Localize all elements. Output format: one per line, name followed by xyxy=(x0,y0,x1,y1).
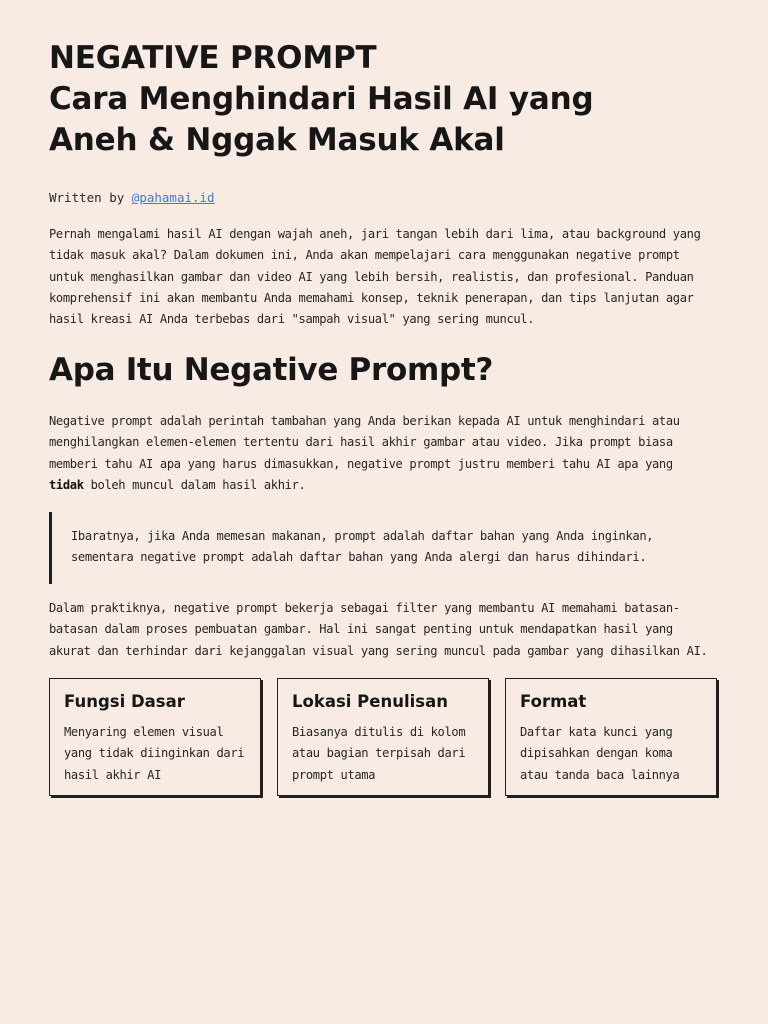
card-text-line: hasil akhir AI xyxy=(64,767,162,782)
intro-line: tidak masuk akal? Dalam dokumen ini, Anda akan mempelajari cara menggunakan negative prompt xyxy=(49,248,680,263)
byline xyxy=(49,189,215,207)
practice-line: Dalam praktiknya, negative prompt bekerja sebagai filter yang membantu AI memahami batasan- xyxy=(49,601,680,615)
card-title: Lokasi Penulisan xyxy=(292,692,448,711)
feature-cards xyxy=(49,678,721,800)
blockquote xyxy=(49,512,712,584)
practice-line: batasan dalam proses pembuatan gambar. Hal ini sangat penting untuk mendapatkan hasil yang xyxy=(49,622,673,637)
definition-paragraph xyxy=(49,411,729,496)
page-title xyxy=(49,38,729,161)
definition-line: memberi tahu AI apa yang harus dimasukkan, negative prompt justru memberi tahu AI apa yang xyxy=(49,456,673,471)
byline-prefix: Written by xyxy=(49,190,125,205)
definition-line: menghilangkan elemen-elemen tertentu dari hasil akhir gambar atau video. Jika prompt biasa xyxy=(49,435,673,450)
title-line-2: Cara Menghindari Hasil AI yang xyxy=(49,81,594,117)
emphasis-word: tidak xyxy=(49,477,84,492)
card-text-line: yang tidak diinginkan dari xyxy=(64,746,245,761)
practice-paragraph xyxy=(49,598,729,662)
card-text-line: Biasanya ditulis di kolom xyxy=(292,725,466,739)
practice-line: akurat dan terhindar dari kejanggalan visual yang sering muncul pada gambar yang dihasilkan AI. xyxy=(49,643,708,658)
card-lokasi-penulisan xyxy=(277,678,489,796)
definition-line xyxy=(49,475,729,496)
definition-line: Negative prompt adalah perintah tambahan yang Anda berikan kepada AI untuk menghindari atau xyxy=(49,414,680,428)
card-text-line: atau bagian terpisah dari xyxy=(292,746,466,761)
title-line-3: Aneh & Nggak Masuk Akal xyxy=(49,122,505,158)
intro-line: Pernah mengalami hasil AI dengan wajah aneh, jari tangan lebih dari lima, atau background yang xyxy=(49,227,701,241)
card-text-line: Menyaring elemen visual xyxy=(64,725,224,739)
quote-line: Ibaratnya, jika Anda memesan makanan, prompt adalah daftar bahan yang Anda inginkan, xyxy=(71,529,654,543)
definition-line-rest: boleh muncul dalam hasil akhir. xyxy=(83,477,306,492)
card-text-line: atau tanda baca lainnya xyxy=(520,767,680,782)
quote-line: sementara negative prompt adalah daftar bahan yang Anda alergi dan harus dihindari. xyxy=(71,550,647,565)
intro-line: hasil kreasi AI Anda terbebas dari "sampah visual" yang sering muncul. xyxy=(49,312,535,327)
blockquote-text xyxy=(71,526,751,569)
author-link[interactable]: @pahamai.id xyxy=(131,190,215,205)
intro-line: untuk menghasilkan gambar dan video AI yang lebih bersih, realistis, dan profesional. Panduan xyxy=(49,269,694,284)
card-text xyxy=(520,722,679,786)
card-text-line: dipisahkan dengan koma xyxy=(520,746,673,761)
card-text xyxy=(64,722,244,786)
card-title: Format xyxy=(520,692,587,711)
intro-line: komprehensif ini akan membantu Anda memahami konsep, teknik penerapan, dan tips lanjutan agar xyxy=(49,290,694,305)
card-fungsi-dasar xyxy=(49,678,261,796)
card-text xyxy=(292,722,465,786)
card-format xyxy=(505,678,717,796)
title-line-1: NEGATIVE PROMPT xyxy=(49,40,377,76)
card-text-line: prompt utama xyxy=(292,767,376,782)
card-text-line: Daftar kata kunci yang xyxy=(520,725,673,739)
card-title: Fungsi Dasar xyxy=(64,692,185,711)
section-heading: Apa Itu Negative Prompt? xyxy=(49,352,494,388)
intro-paragraph xyxy=(49,224,729,330)
